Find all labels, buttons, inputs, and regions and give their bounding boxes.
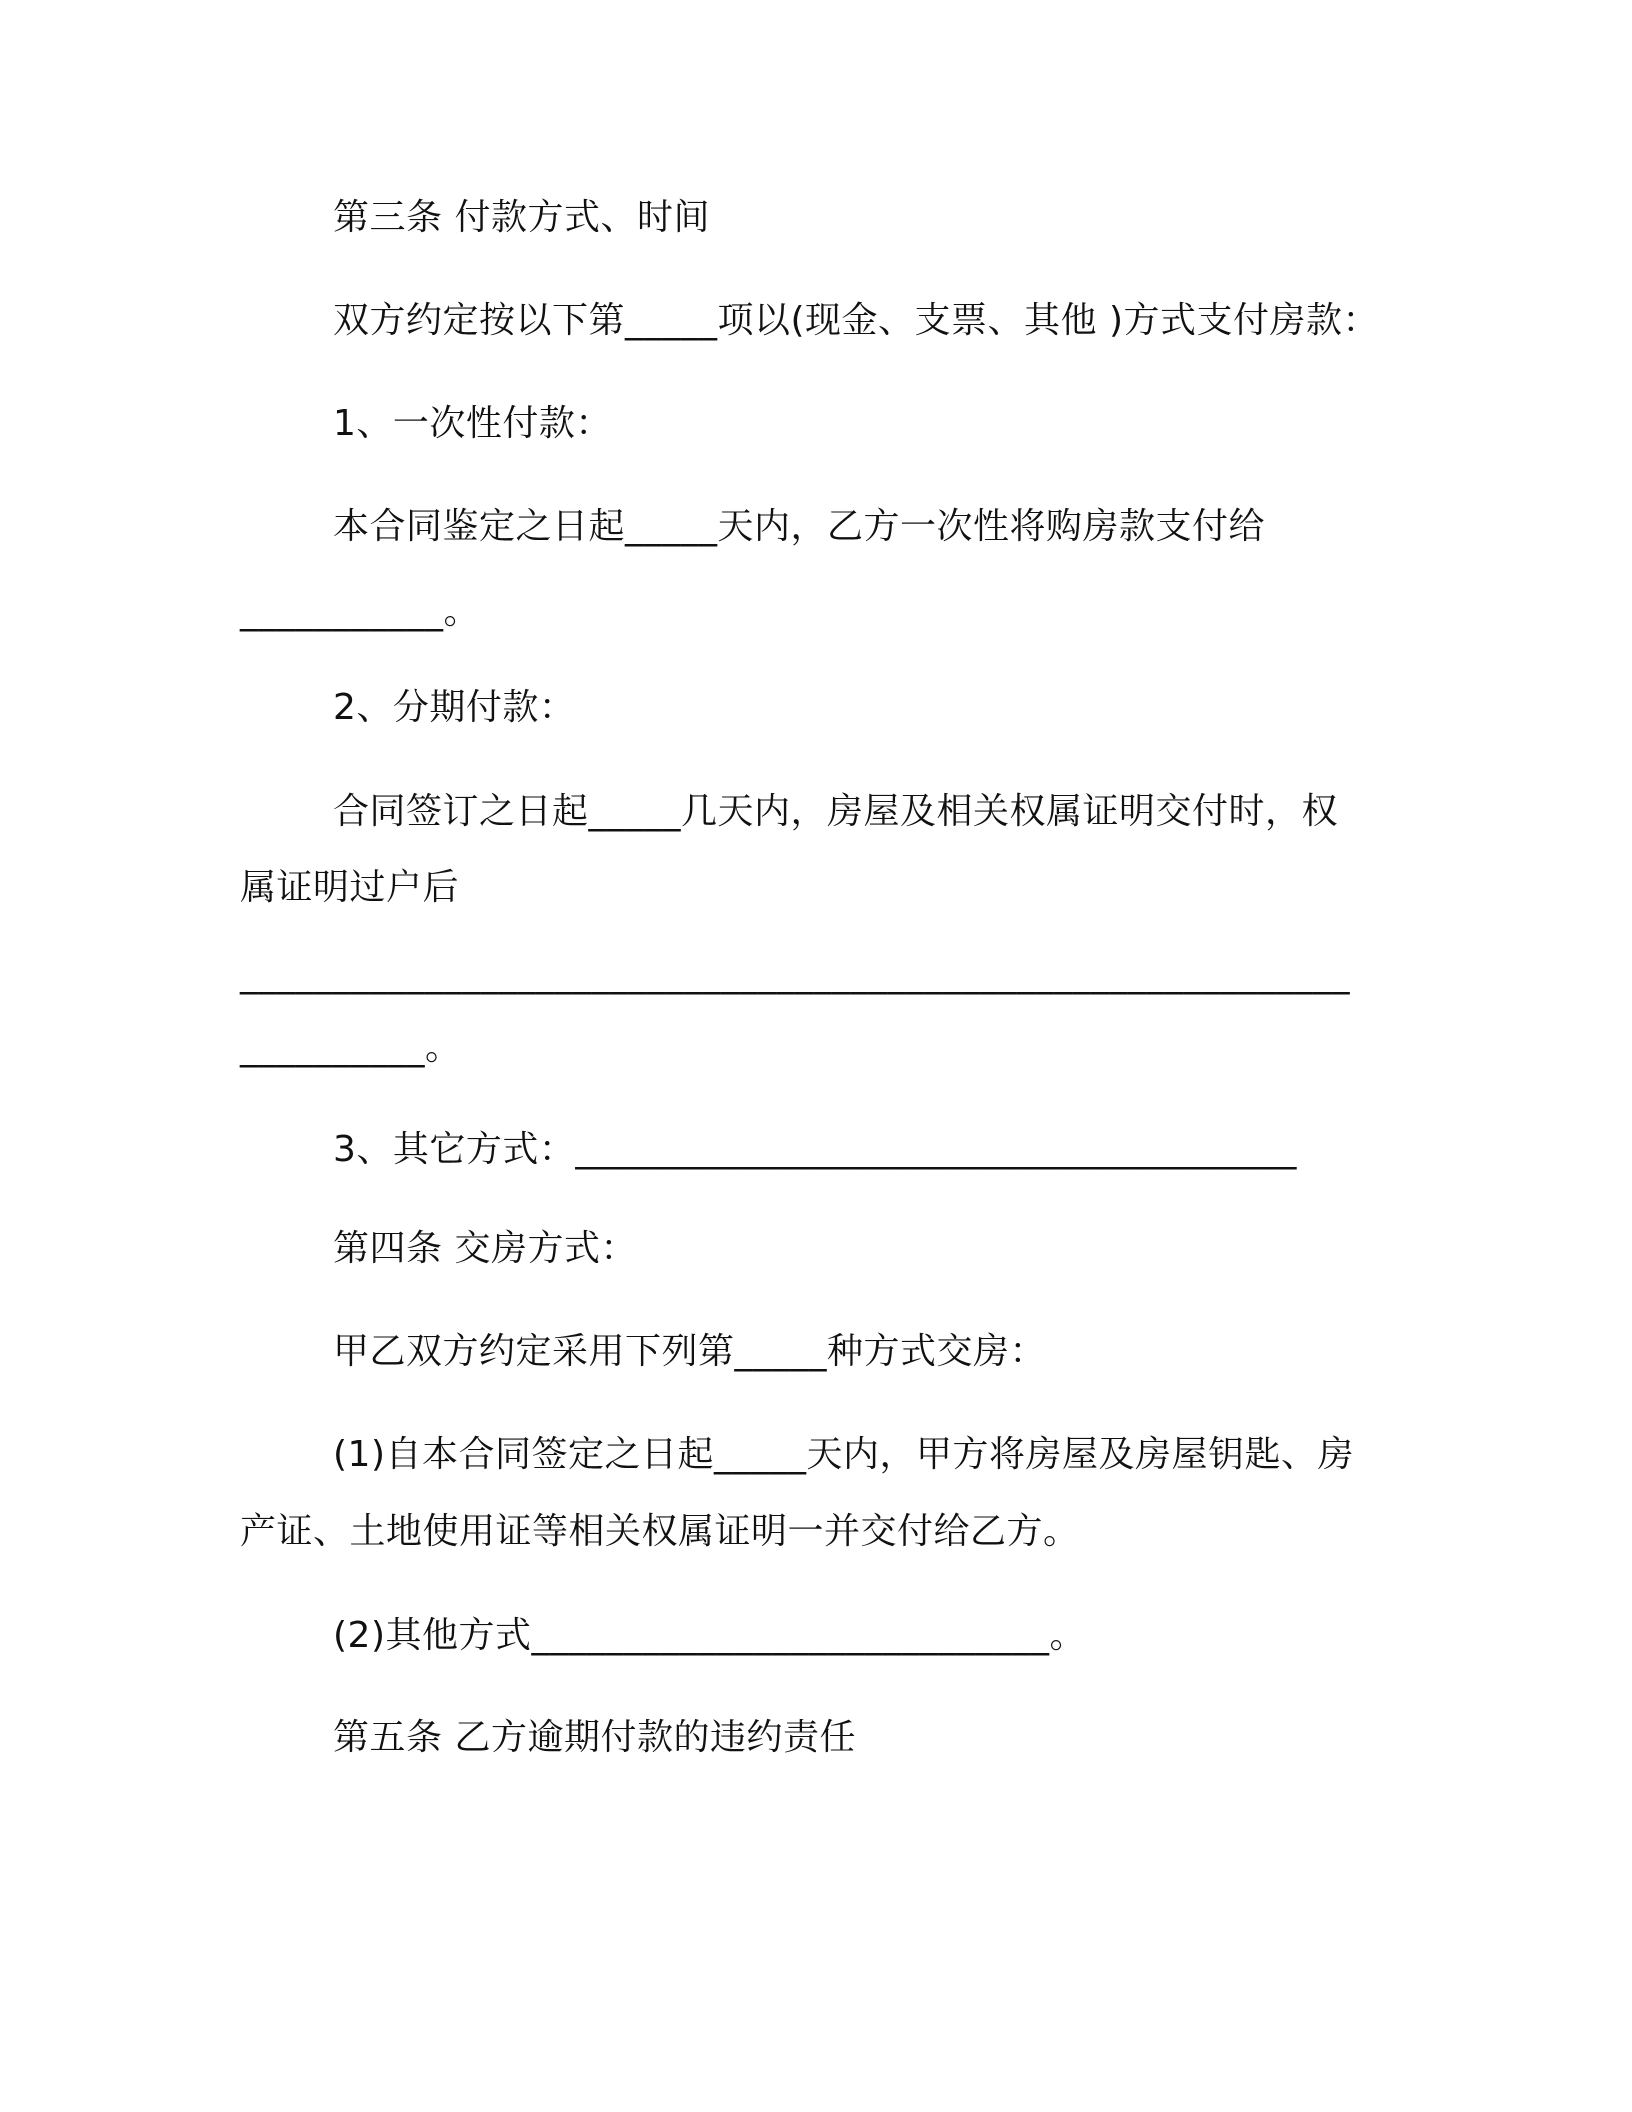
item2-body-line4: __________。	[240, 1027, 462, 1068]
item1-body-line2: ___________。	[240, 591, 481, 632]
article4-title: 第四条 交房方式：	[333, 1228, 637, 1269]
item2-body-line2: 属证明过户后	[240, 867, 460, 908]
handover-option1-line2: 产证、土地使用证等相关权属证明一并交付给乙方。	[240, 1511, 1080, 1552]
payment-method-intro: 双方约定按以下第_____项以(现金、支票、其他 )方式支付房款：	[333, 300, 1380, 341]
article3-title: 第三条 付款方式、时间	[333, 197, 710, 238]
item2-title: 2、分期付款：	[333, 687, 576, 728]
handover-intro: 甲乙双方约定采用下列第_____种方式交房：	[333, 1331, 1047, 1372]
item1-title: 1、一次性付款：	[333, 403, 612, 444]
handover-option2: (2)其他方式____________________________。	[333, 1615, 1086, 1656]
item1-body-line1: 本合同鉴定之日起_____天内，乙方一次性将购房款支付给	[333, 506, 1266, 547]
item2-body-line1: 合同签订之日起_____几天内，房屋及相关权属证明交付时，权	[333, 791, 1339, 832]
article5-title: 第五条 乙方逾期付款的违约责任	[333, 1717, 856, 1758]
item3-title: 3、其它方式：_______________________________________	[333, 1129, 1297, 1170]
item2-body-line3: ____________________________________________________________	[240, 954, 1350, 995]
handover-option1-line1: (1)自本合同签定之日起_____天内，甲方将房屋及房屋钥匙、房	[333, 1434, 1354, 1475]
